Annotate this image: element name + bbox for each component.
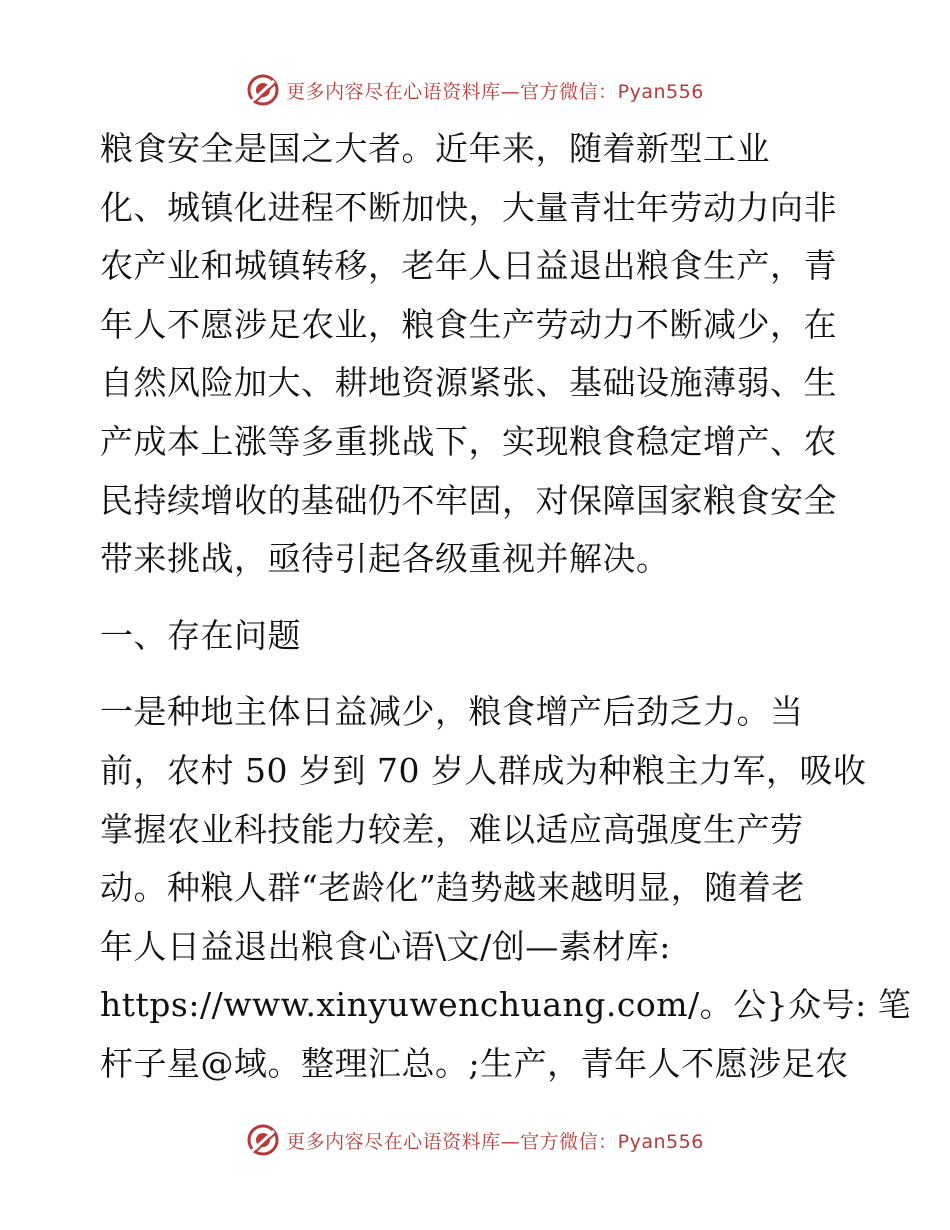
text-line: 年人不愿涉足农业，粮食生产劳动力不断减少，在 <box>100 304 837 344</box>
text-line: https://www.xinyuwenchuang.com/。公}众号: 笔 <box>100 985 912 1025</box>
text-line: 自然风险加大、耕地资源紧张、基础设施薄弱、生 <box>100 363 837 403</box>
text-line: 粮食安全是国之大者。近年来，随着新型工业 <box>100 129 770 168</box>
footer-watermark <box>0 1120 950 1160</box>
text-line: 前，农村 50 岁到 70 岁人群成为种粮主力军，吸收 <box>100 750 867 790</box>
text-line: 动。种粮人群“老龄化”趋势越来越明显，随着老 <box>100 868 805 908</box>
document-body <box>100 120 912 1094</box>
text-line: 带来挑战，亟待引起各级重视并解决。 <box>100 539 670 579</box>
footer-watermark-text: 更多内容尽在心语资料库—官方微信：Pyan556 <box>286 1130 704 1153</box>
seal-logo-icon <box>246 73 280 107</box>
paragraph-problem-one <box>100 683 912 1093</box>
paragraph-intro <box>100 120 860 589</box>
text-line: 年人日益退出粮食心语\文/创—素材库: <box>100 926 671 966</box>
text-line: 掌握农业科技能力较差，难以适应高强度生产劳 <box>100 809 804 849</box>
text-line: 农产业和城镇转移，老年人日益退出粮食生产，青 <box>100 246 837 286</box>
text-line: 化、城镇化进程不断加快，大量青壮年劳动力向非 <box>100 187 837 227</box>
section-heading: 一、存在问题 <box>100 615 301 655</box>
text-line: 一是种地主体日益减少，粮食增产后劲乏力。当 <box>100 692 804 732</box>
seal-logo-icon <box>246 1123 280 1157</box>
text-line: 民持续增收的基础仍不牢固，对保障国家粮食安全 <box>100 480 837 520</box>
header-watermark-text: 更多内容尽在心语资料库—官方微信：Pyan556 <box>286 80 704 103</box>
text-line: 杆子星@域。整理汇总。;生产，青年人不愿涉足农 <box>100 1043 849 1083</box>
header-watermark <box>0 70 950 110</box>
text-line: 产成本上涨等多重挑战下，实现粮食稳定增产、农 <box>100 421 837 461</box>
